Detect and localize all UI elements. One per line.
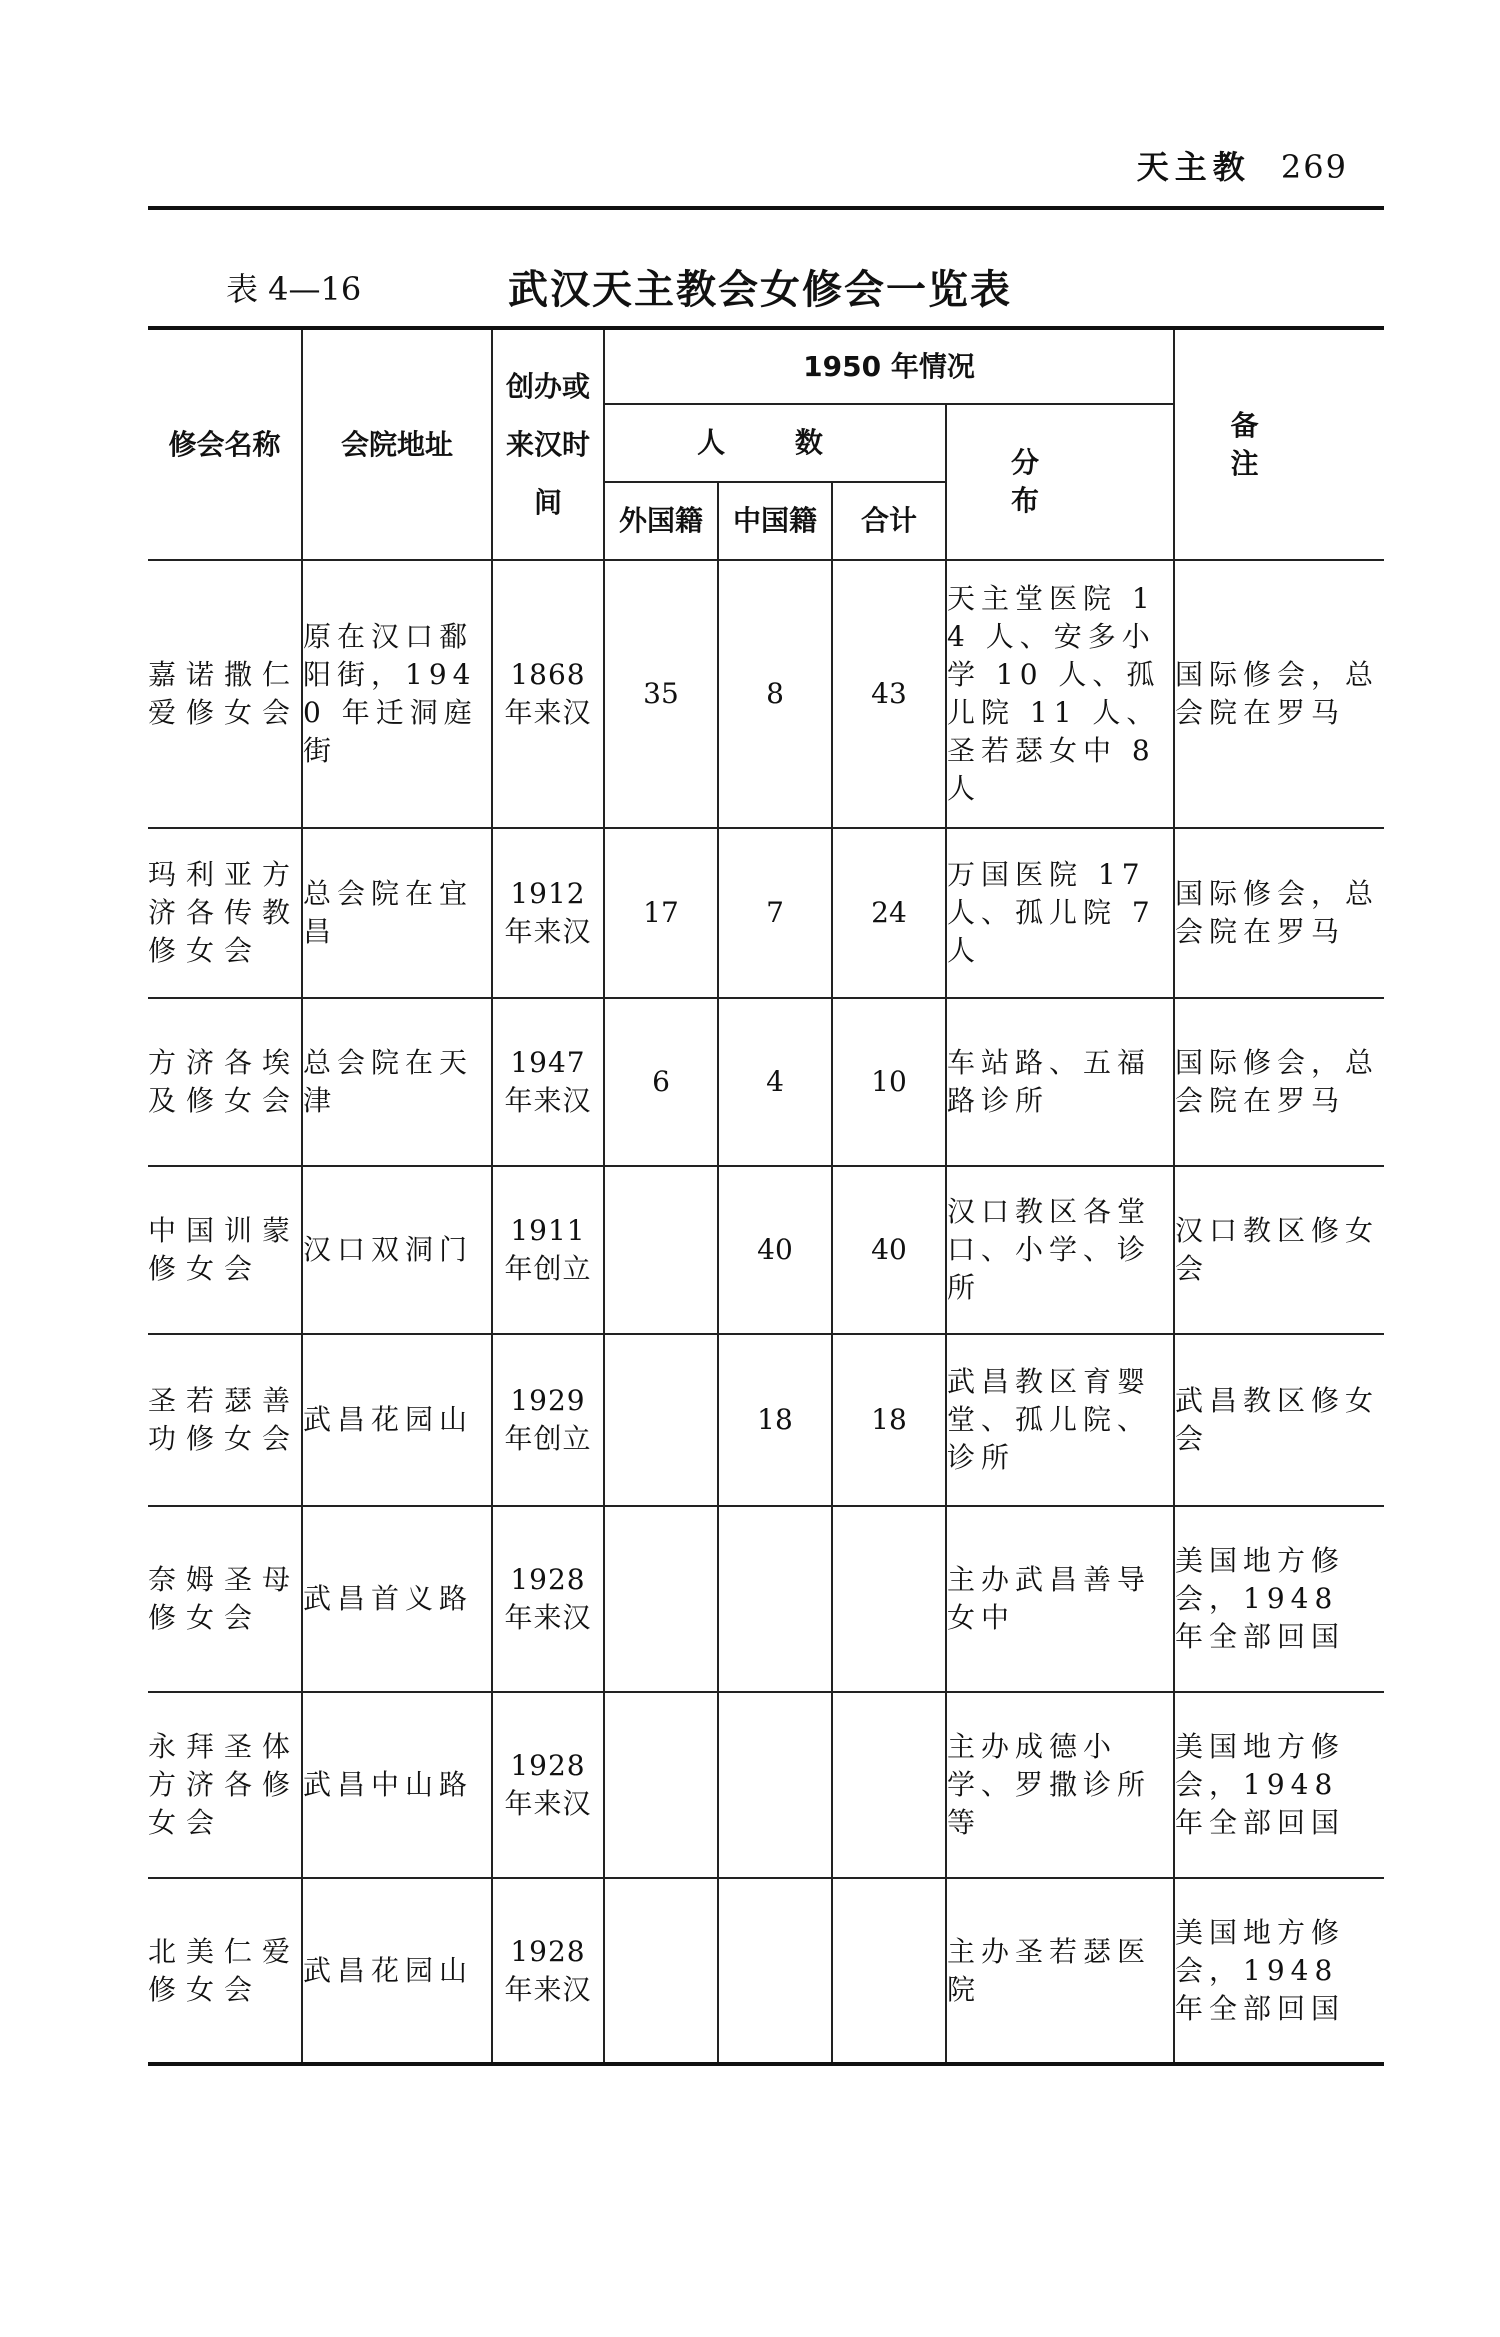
cell-name: 奈姆圣母修女会 [148,1506,302,1692]
cell-foreign [604,1692,718,1878]
header-distribution: 分 布 [946,404,1174,560]
cell-distribution: 主办武昌善导女中 [946,1506,1174,1692]
cell-chinese: 8 [718,560,832,828]
cell-address: 武昌花园山 [302,1334,492,1506]
header-address: 会院地址 [302,328,492,560]
cell-remarks: 国际修会，总会院在罗马 [1174,560,1384,828]
cell-address: 总会院在天津 [302,998,492,1166]
cell-foreign: 35 [604,560,718,828]
cell-time: 1929 年创立 [492,1334,604,1506]
cell-distribution: 万国医院 17 人、孤儿院 7 人 [946,828,1174,998]
header-total: 合计 [832,482,946,560]
cell-foreign [604,1878,718,2064]
table-row [148,1166,1384,1334]
page-number: 269 [1280,148,1348,186]
cell-distribution: 主办成德小学、罗撒诊所等 [946,1692,1174,1878]
cell-time: 1868 年来汉 [492,560,604,828]
cell-total: 24 [832,828,946,998]
cell-name: 圣若瑟善功修女会 [148,1334,302,1506]
cell-distribution: 汉口教区各堂口、小学、诊所 [946,1166,1174,1334]
table-row [148,1692,1384,1878]
header-foreign: 外国籍 [604,482,718,560]
cell-foreign [604,1506,718,1692]
cell-total: 40 [832,1166,946,1334]
cell-time: 1947 年来汉 [492,998,604,1166]
cell-time: 1928 年来汉 [492,1878,604,2064]
cell-chinese: 4 [718,998,832,1166]
cell-address: 武昌首义路 [302,1506,492,1692]
cell-total: 10 [832,998,946,1166]
table-row [148,998,1384,1166]
cell-chinese: 18 [718,1334,832,1506]
table-row [148,1506,1384,1692]
cell-remarks: 美国地方修会，1948 年全部回国 [1174,1506,1384,1692]
header-count: 人 数 [604,404,946,482]
header-chinese: 中国籍 [718,482,832,560]
top-rule [148,206,1384,210]
cell-remarks: 美国地方修会，1948 年全部回国 [1174,1692,1384,1878]
cell-foreign [604,1166,718,1334]
cell-chinese: 7 [718,828,832,998]
cell-chinese [718,1506,832,1692]
cell-foreign: 17 [604,828,718,998]
cell-distribution: 主办圣若瑟医院 [946,1878,1174,2064]
cell-remarks: 美国地方修会，1948 年全部回国 [1174,1878,1384,2064]
cell-remarks: 武昌教区修女会 [1174,1334,1384,1506]
cell-remarks: 国际修会，总会院在罗马 [1174,828,1384,998]
cell-address: 原在汉口鄱阳街，1940 年迁洞庭街 [302,560,492,828]
running-head [1137,142,1348,188]
header-1950-situation: 1950 年情况 [604,328,1174,404]
cell-name: 玛利亚方济各传教修女会 [148,828,302,998]
cell-time: 1912 年来汉 [492,828,604,998]
cell-total: 18 [832,1334,946,1506]
sisterhood-table [148,326,1384,2066]
cell-distribution: 天主堂医院 14 人、安多小学 10 人、孤儿院 11 人、圣若瑟女中 8 人 [946,560,1174,828]
cell-address: 总会院在宜昌 [302,828,492,998]
cell-address: 武昌中山路 [302,1692,492,1878]
cell-remarks: 汉口教区修女会 [1174,1166,1384,1334]
cell-address: 武昌花园山 [302,1878,492,2064]
cell-name: 永拜圣体方济各修女会 [148,1692,302,1878]
cell-total [832,1506,946,1692]
table-row [148,828,1384,998]
header-time: 创办或来汉时间 [492,328,604,560]
table-row [148,1334,1384,1506]
cell-name: 北美仁爱修女会 [148,1878,302,2064]
cell-name: 中国训蒙修女会 [148,1166,302,1334]
table-row [148,1878,1384,2064]
cell-remarks: 国际修会，总会院在罗马 [1174,998,1384,1166]
cell-address: 汉口双洞门 [302,1166,492,1334]
cell-foreign [604,1334,718,1506]
cell-distribution: 武昌教区育婴堂、孤儿院、诊所 [946,1334,1174,1506]
cell-foreign: 6 [604,998,718,1166]
cell-chinese [718,1692,832,1878]
cell-time: 1911 年创立 [492,1166,604,1334]
cell-chinese [718,1878,832,2064]
cell-total: 43 [832,560,946,828]
table-title: 武汉天主教会女修会一览表 [508,267,1012,313]
table-row [148,560,1384,828]
cell-name: 嘉诺撒仁爱修女会 [148,560,302,828]
header-remarks: 备 注 [1174,328,1384,560]
table-caption [226,258,1366,313]
cell-distribution: 车站路、五福路诊所 [946,998,1174,1166]
cell-total [832,1878,946,2064]
cell-total [832,1692,946,1878]
cell-time: 1928 年来汉 [492,1692,604,1878]
cell-chinese: 40 [718,1166,832,1334]
cell-name: 方济各埃及修女会 [148,998,302,1166]
running-head-section: 天主教 [1136,148,1251,186]
table-number: 表 4—16 [226,270,362,308]
header-name: 修会名称 [148,328,302,560]
cell-time: 1928 年来汉 [492,1506,604,1692]
